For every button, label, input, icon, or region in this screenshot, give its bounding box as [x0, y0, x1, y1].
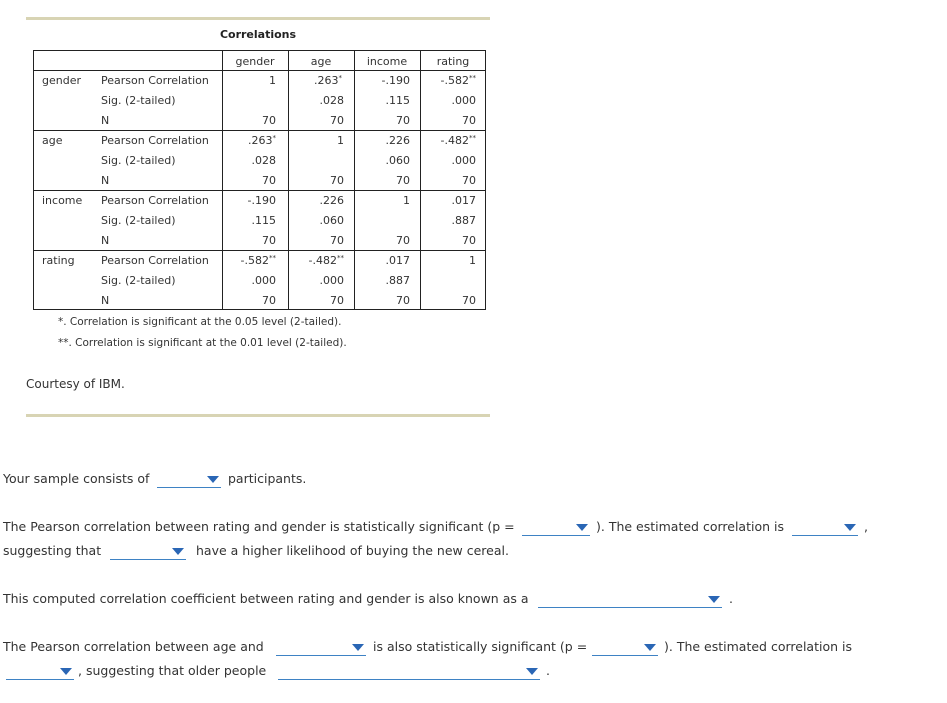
table-cell: .028: [319, 94, 344, 107]
table-cell: 70: [396, 174, 410, 187]
table-cell: .000: [319, 274, 344, 287]
top-divider: [26, 17, 490, 20]
table-cell: 70: [330, 114, 344, 127]
q4-text-d: , suggesting that older people: [78, 663, 267, 678]
table-cell: 70: [330, 294, 344, 307]
table-cell: .263*: [314, 74, 342, 87]
chevron-down-icon: [644, 644, 656, 651]
row-stat: Pearson Correlation: [101, 254, 209, 267]
table-cell: 70: [462, 234, 476, 247]
table-cell: 70: [462, 114, 476, 127]
table-cell: 70: [396, 114, 410, 127]
row-stat: Pearson Correlation: [101, 134, 209, 147]
table-cell: .000: [451, 154, 476, 167]
q2-text-d: suggesting that: [3, 543, 102, 558]
row-stat: N: [101, 174, 110, 187]
credit-text: Courtesy of IBM.: [26, 377, 125, 391]
footnote-005: *. Correlation is significant at the 0.05 level (2-tailed).: [58, 316, 342, 328]
table-cell: 70: [262, 114, 276, 127]
table-cell: .226: [319, 194, 344, 207]
table-cell: 70: [396, 294, 410, 307]
q2-comma: ,: [864, 519, 868, 534]
row-var-rating: rating: [42, 254, 75, 267]
gender-group-dropdown[interactable]: [110, 544, 186, 560]
table-cell: -.582**: [440, 74, 476, 87]
table-cell: 70: [396, 234, 410, 247]
table-cell: 70: [262, 174, 276, 187]
correlations-table: [33, 50, 486, 310]
participants-dropdown[interactable]: [157, 472, 221, 488]
row-stat: N: [101, 114, 110, 127]
table-cell: .887: [385, 274, 410, 287]
chevron-down-icon: [844, 524, 856, 531]
q1-text: Your sample consists of: [3, 471, 150, 486]
row-stat: N: [101, 234, 110, 247]
table-cell: .115: [251, 214, 276, 227]
table-cell: .017: [385, 254, 410, 267]
col-header-rating: rating: [436, 55, 470, 68]
row-stat: Pearson Correlation: [101, 74, 209, 87]
footnote-001: **. Correlation is significant at the 0.01 level (2-tailed).: [58, 337, 347, 349]
row-stat: Sig. (2-tailed): [101, 214, 176, 227]
table-cell: .263*: [248, 134, 276, 147]
table-cell: 1: [469, 254, 476, 267]
table-cell: -.482**: [308, 254, 344, 267]
row-stat: N: [101, 294, 110, 307]
table-cell: .000: [451, 94, 476, 107]
chevron-down-icon: [708, 596, 720, 603]
row-stat: Sig. (2-tailed): [101, 94, 176, 107]
q2-text: The Pearson correlation between rating and gender is statistically significant (p =: [3, 519, 515, 534]
table-cell: 70: [262, 234, 276, 247]
table-cell: 70: [330, 174, 344, 187]
table-cell: 1: [403, 194, 410, 207]
table-cell: 70: [462, 294, 476, 307]
table-cell: -.190: [247, 194, 276, 207]
table-title: Correlations: [219, 28, 297, 41]
p-value-gender-dropdown[interactable]: [522, 520, 590, 536]
table-cell: .226: [385, 134, 410, 147]
table-cell: .060: [319, 214, 344, 227]
table-cell: .887: [451, 214, 476, 227]
row-var-gender: gender: [42, 74, 81, 87]
bottom-divider: [26, 414, 490, 417]
chevron-down-icon: [576, 524, 588, 531]
p-value-age-dropdown[interactable]: [592, 640, 658, 656]
correlation-age-dropdown[interactable]: [6, 664, 74, 680]
table-cell: 70: [262, 294, 276, 307]
q4-text: The Pearson correlation between age and: [3, 639, 264, 654]
table-cell: -.582**: [240, 254, 276, 267]
coefficient-type-dropdown[interactable]: [538, 592, 722, 608]
chevron-down-icon: [526, 668, 538, 675]
q1-text-after: participants.: [228, 471, 307, 486]
row-var-age: age: [42, 134, 63, 147]
table-cell: 70: [330, 234, 344, 247]
q3-text: This computed correlation coefficient between rating and gender is also known as a: [3, 591, 529, 606]
table-cell: .000: [251, 274, 276, 287]
correlation-gender-dropdown[interactable]: [792, 520, 858, 536]
older-people-dropdown[interactable]: [278, 664, 540, 680]
col-header-income: income: [366, 55, 408, 68]
table-cell: .115: [385, 94, 410, 107]
table-cell: 1: [269, 74, 276, 87]
col-header-age: age: [310, 55, 332, 68]
q4-text-c: ). The estimated correlation is: [664, 639, 852, 654]
table-cell: -.190: [381, 74, 410, 87]
table-cell: .028: [251, 154, 276, 167]
row-stat: Sig. (2-tailed): [101, 154, 176, 167]
q4-period: .: [546, 663, 550, 678]
age-variable-dropdown[interactable]: [276, 640, 366, 656]
chevron-down-icon: [172, 548, 184, 555]
table-cell: -.482**: [440, 134, 476, 147]
row-var-income: income: [42, 194, 83, 207]
row-stat: Sig. (2-tailed): [101, 274, 176, 287]
table-cell: 1: [337, 134, 344, 147]
row-stat: Pearson Correlation: [101, 194, 209, 207]
chevron-down-icon: [352, 644, 364, 651]
table-cell: 70: [462, 174, 476, 187]
q4-text-b: is also statistically significant (p =: [373, 639, 588, 654]
q2-text-e: have a higher likelihood of buying the new cereal.: [196, 543, 509, 558]
q2-text-b: ). The estimated correlation is: [596, 519, 784, 534]
table-cell: .017: [451, 194, 476, 207]
chevron-down-icon: [60, 668, 72, 675]
chevron-down-icon: [207, 476, 219, 483]
q3-period: .: [729, 591, 733, 606]
table-cell: .060: [385, 154, 410, 167]
col-header-gender: gender: [235, 55, 275, 68]
